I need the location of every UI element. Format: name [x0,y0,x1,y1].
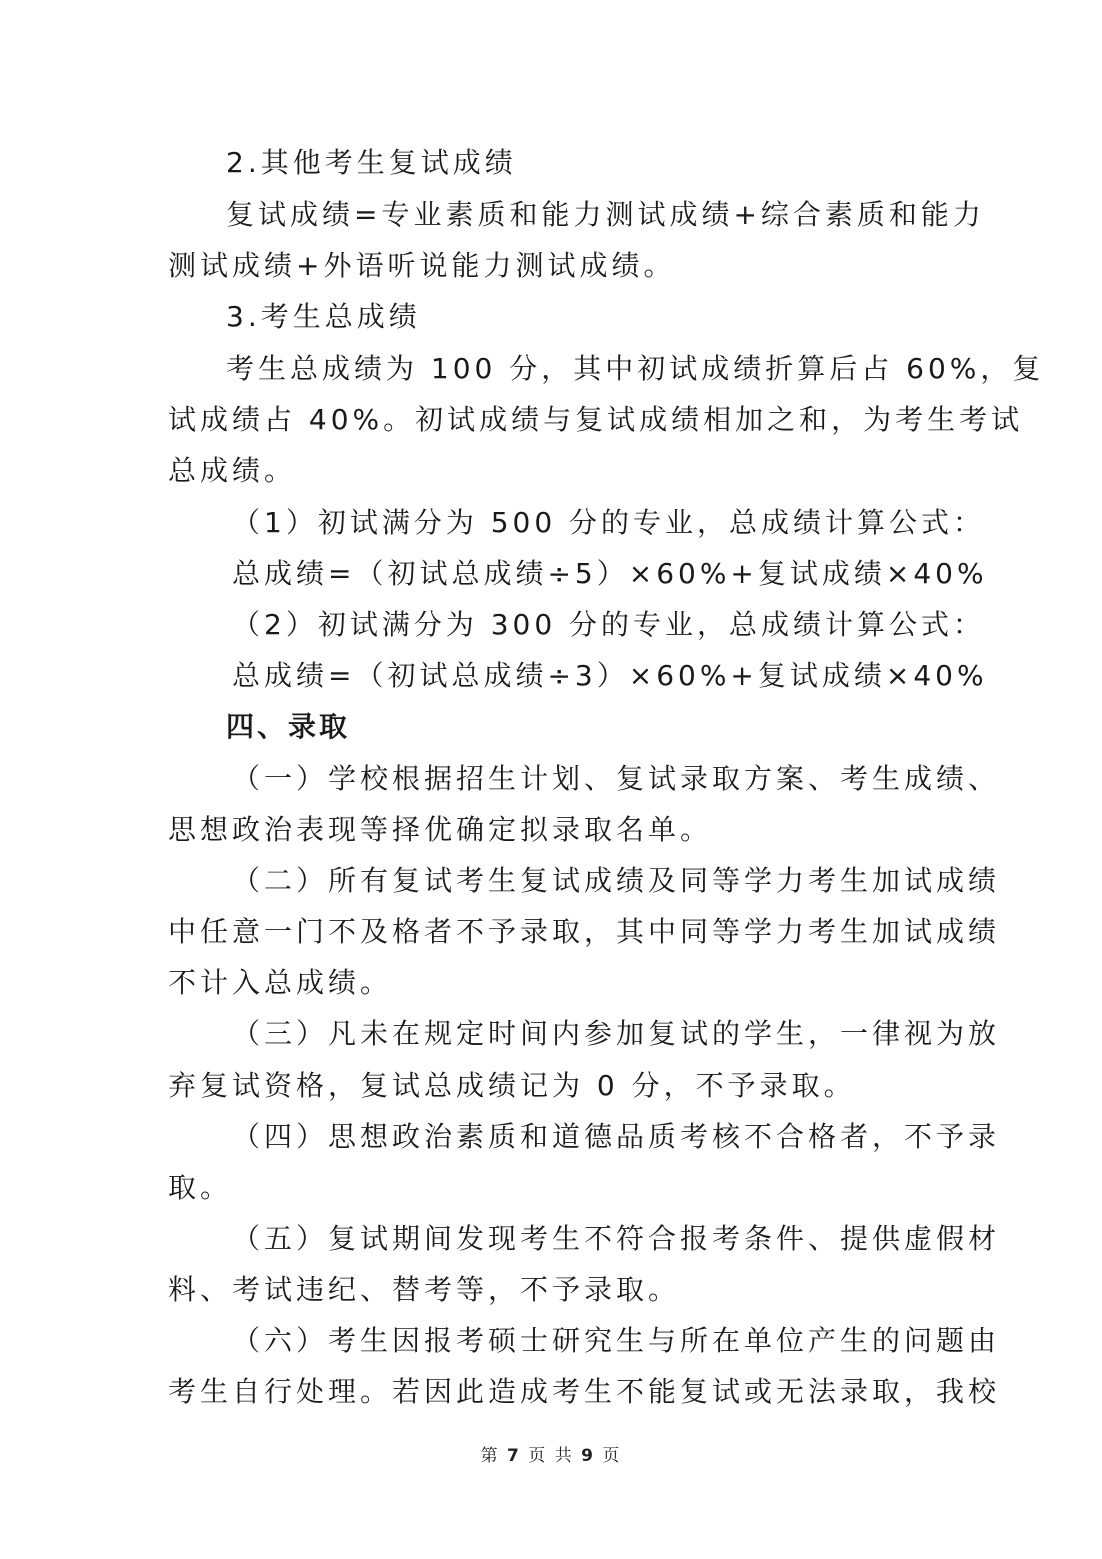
paragraph-line: 总成绩。 [168,454,297,487]
section-heading-admission: 四、录取 [226,710,351,743]
total-pages-number: 9 [581,1446,595,1466]
paragraph-line: 考生自行处理。若因此造成考生不能复试或无法录取，我校 [168,1375,1001,1408]
formula-2: 总成绩=（初试总成绩÷3）×60%+复试成绩×40% [232,659,988,692]
paragraph-line: （一）学校根据招生计划、复试录取方案、考生成绩、 [232,762,1001,795]
paragraph-line: 不计入总成绩。 [168,966,393,999]
paragraph-line: 中任意一门不及格者不予录取，其中同等学力考生加试成绩 [168,915,1001,948]
formula-1: 总成绩=（初试总成绩÷5）×60%+复试成绩×40% [232,557,988,590]
formula-condition-2: （2）初试满分为 300 分的专业，总成绩计算公式： [232,608,986,641]
footer-middle: 页 共 [528,1446,574,1466]
paragraph-line: 思想政治表现等择优确定拟录取名单。 [168,813,713,846]
paragraph-line: （四）思想政治素质和道德品质考核不合格者，不予录 [232,1120,1001,1153]
paragraph-line: （五）复试期间发现考生不符合报考条件、提供虚假材 [232,1222,1001,1255]
paragraph-line: 测试成绩+外语听说能力测试成绩。 [168,249,676,282]
paragraph-line: 试成绩占 40%。初试成绩与复试成绩相加之和，为考生考试 [168,403,1024,436]
paragraph-line: （三）凡未在规定时间内参加复试的学生，一律视为放 [232,1017,1001,1050]
page-footer [0,1444,1102,1468]
paragraph-line: （二）所有复试考生复试成绩及同等学力考生加试成绩 [232,864,1001,897]
footer-suffix: 页 [602,1446,622,1466]
paragraph-line: 料、考试违纪、替考等，不予录取。 [168,1273,681,1306]
paragraph-line: （六）考生因报考硕士研究生与所在单位产生的问题由 [232,1324,1001,1357]
paragraph-line: 取。 [168,1171,233,1204]
subheading-total-score: 3.考生总成绩 [226,300,421,333]
footer-prefix: 第 [480,1446,500,1466]
paragraph-line: 弃复试资格，复试总成绩记为 0 分，不予录取。 [168,1069,856,1102]
current-page-number: 7 [507,1446,521,1466]
paragraph-line: 考生总成绩为 100 分，其中初试成绩折算后占 60%，复 [226,352,1045,385]
paragraph-line: 复试成绩=专业素质和能力测试成绩+综合素质和能力 [226,198,985,231]
subheading-other-retest-score: 2.其他考生复试成绩 [226,146,517,179]
formula-condition-1: （1）初试满分为 500 分的专业，总成绩计算公式： [232,506,986,539]
